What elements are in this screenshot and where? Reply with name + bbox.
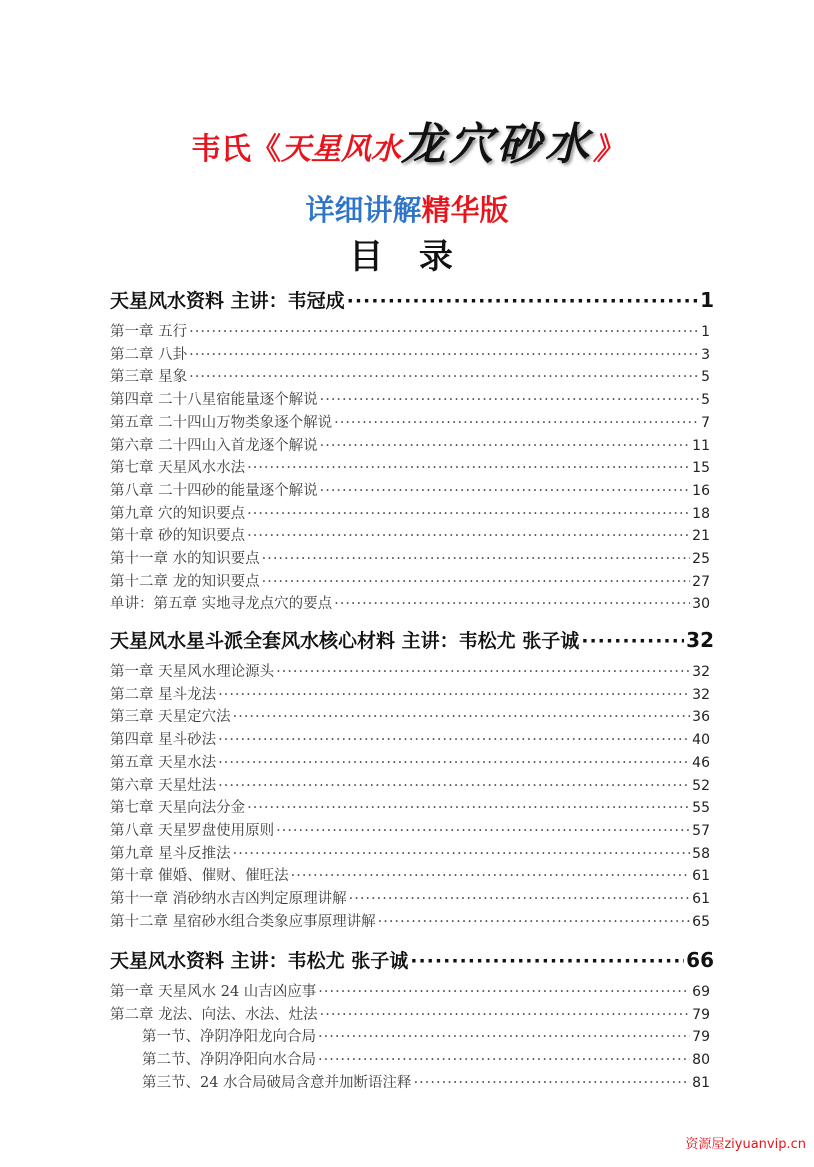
chapter-title: 第一章 天星风水理论源头 (110, 664, 275, 680)
chapter-page-number: 16 (692, 482, 710, 499)
chapter-title: 第五章 二十四山万物类象逐个解说 (110, 414, 333, 431)
toc-chapter-entry[interactable] (110, 1003, 710, 1024)
chapter-title: 第三章 星象 (110, 369, 188, 386)
section-page-number: 66 (686, 948, 714, 972)
chapter-title: 第一章 天星风水 24 山吉凶应事 (110, 984, 317, 1000)
toc-chapter-entry[interactable] (110, 774, 710, 795)
chapter-page-number: 58 (692, 845, 710, 862)
chapter-page-number: 15 (692, 460, 710, 477)
leader-dots (320, 438, 691, 454)
chapter-title: 第六章 二十四山入首龙逐个解说 (110, 437, 318, 454)
chapter-title: 第十一章 水的知识要点 (110, 551, 260, 567)
toc-chapter-entry[interactable] (110, 547, 710, 568)
chapter-page-number: 7 (701, 414, 710, 431)
toc-chapter-entry[interactable] (110, 683, 710, 704)
leader-dots (276, 664, 690, 680)
chapter-page-number: 52 (692, 777, 710, 794)
chapter-title: 第二章 八卦 (110, 346, 188, 363)
toc-chapter-entry[interactable] (110, 796, 710, 817)
toc-chapter-entry[interactable] (110, 864, 710, 885)
chapter-title: 第三节、24 水合局破局含意并加断语注释 (142, 1074, 412, 1091)
leader-dots (247, 460, 690, 476)
leader-dots (276, 823, 690, 839)
chapter-page-number: 5 (701, 369, 710, 386)
leader-dots (581, 630, 684, 652)
chapter-page-number: 32 (692, 686, 710, 703)
section-page-number: 1 (700, 288, 714, 312)
leader-dots (318, 984, 690, 1000)
section-heading[interactable] (110, 946, 714, 973)
chapter-page-number: 27 (692, 573, 710, 590)
chapter-page-number: 61 (692, 891, 710, 907)
chapter-page-number: 25 (692, 551, 710, 567)
chapter-title: 第四章 二十八星宿能量逐个解说 (110, 392, 318, 409)
toc-chapter-entry[interactable] (110, 887, 710, 908)
leader-dots (218, 732, 690, 748)
leader-dots (247, 528, 690, 544)
leader-dots (218, 755, 690, 771)
subtitle-blue: 详细讲解 (305, 193, 422, 227)
leader-dots (320, 483, 691, 499)
chapter-page-number: 79 (692, 1029, 710, 1046)
chapter-title: 第七章 天星向法分金 (110, 800, 246, 817)
chapter-title: 第十一章 消砂纳水吉凶判定原理讲解 (110, 891, 347, 907)
chapter-page-number: 65 (692, 913, 710, 930)
title-prefix: 韦氏《 (191, 132, 281, 167)
leader-dots (218, 687, 690, 703)
chapter-page-number: 32 (692, 664, 710, 680)
subtitle-red: 精华版 (421, 193, 509, 227)
leader-dots (247, 506, 690, 522)
chapter-page-number: 81 (692, 1074, 710, 1091)
toc-chapter-entry[interactable] (110, 751, 710, 772)
chapter-title: 第一节、净阴净阳龙向合局 (142, 1029, 316, 1046)
chapter-page-number: 61 (692, 868, 710, 885)
chapter-page-number: 18 (692, 505, 710, 522)
chapter-page-number: 30 (692, 596, 710, 613)
section-title: 天星风水资料 主讲：韦松尤 张子诚 (110, 950, 409, 972)
chapter-title: 第九章 穴的知识要点 (110, 505, 246, 522)
leader-dots (218, 778, 690, 794)
chapter-page-number: 46 (692, 754, 710, 771)
chapter-title: 单讲：第五章 实地寻龙点穴的要点 (110, 596, 333, 613)
chapter-page-number: 57 (692, 822, 710, 839)
leader-dots (320, 392, 699, 408)
leader-dots (320, 1007, 691, 1023)
chapter-title: 第十二章 龙的知识要点 (110, 573, 260, 590)
chapter-title: 第九章 星斗反推法 (110, 845, 231, 862)
chapter-page-number: 79 (692, 1006, 710, 1023)
leader-dots (410, 950, 684, 972)
toc-chapter-entry[interactable] (110, 570, 710, 591)
leader-dots (347, 290, 698, 312)
toc-chapter-entry[interactable] (110, 524, 710, 545)
toc-chapter-entry[interactable] (110, 479, 710, 500)
chapter-title: 第三章 天星定穴法 (110, 709, 231, 726)
leader-dots (318, 1052, 690, 1068)
chapter-title: 第十章 砂的知识要点 (110, 528, 246, 545)
section-heading[interactable] (110, 286, 714, 313)
toc-chapter-entry[interactable] (110, 388, 710, 409)
leader-dots (318, 1029, 690, 1045)
toc-chapter-entry[interactable] (110, 728, 710, 749)
section-title: 天星风水星斗派全套风水核心材料 主讲：韦松尤 张子诚 (110, 630, 580, 652)
section-title: 天星风水资料 主讲：韦冠成 (110, 290, 345, 312)
leader-dots (233, 709, 691, 725)
chapter-page-number: 21 (692, 528, 710, 545)
leader-dots (233, 846, 691, 862)
chapter-title: 第二章 龙法、向法、水法、灶法 (110, 1006, 318, 1023)
chapter-title: 第十二章 星宿砂水组合类象应事原理讲解 (110, 913, 376, 930)
chapter-page-number: 40 (692, 732, 710, 749)
chapter-page-number: 69 (692, 984, 710, 1000)
title-tianxing: 天星风水 (281, 132, 401, 167)
leader-dots (189, 369, 699, 385)
toc-chapter-entry[interactable] (110, 660, 710, 681)
leader-dots (349, 891, 691, 907)
toc-chapter-entry[interactable] (110, 980, 710, 1001)
chapter-page-number: 55 (692, 800, 710, 817)
chapter-title: 第二节、净阴净阳向水合局 (142, 1052, 316, 1069)
toc-chapter-entry[interactable] (110, 343, 710, 364)
chapter-page-number: 11 (692, 437, 710, 454)
title-suffix: 》 (593, 132, 623, 167)
chapter-title: 第八章 二十四砂的能量逐个解说 (110, 482, 318, 499)
chapter-title: 第四章 星斗砂法 (110, 732, 217, 749)
toc-chapter-entry[interactable] (110, 365, 710, 386)
toc-subsection-entry[interactable] (142, 1071, 710, 1092)
leader-dots (247, 800, 690, 816)
leader-dots (189, 324, 699, 340)
chapter-title: 第六章 天星灶法 (110, 777, 217, 794)
chapter-page-number: 80 (692, 1052, 710, 1069)
toc-chapter-entry[interactable] (110, 502, 710, 523)
toc-chapter-entry[interactable] (110, 819, 710, 840)
toc-chapter-entry[interactable] (110, 842, 710, 863)
leader-dots (291, 868, 691, 884)
toc-chapter-entry[interactable] (110, 592, 710, 613)
chapter-title: 第一章 五行 (110, 324, 188, 340)
chapter-title: 第二章 星斗龙法 (110, 686, 217, 703)
chapter-page-number: 1 (701, 324, 710, 340)
toc-chapter-entry[interactable] (110, 320, 710, 341)
chapter-page-number: 3 (701, 346, 710, 363)
toc-chapter-entry[interactable] (110, 434, 710, 455)
leader-dots (378, 914, 691, 930)
leader-dots (262, 574, 691, 590)
watermark: 资源屋ziyuanvip.cn (685, 1137, 806, 1152)
chapter-title: 第十章 催婚、催财、催旺法 (110, 868, 289, 885)
chapter-title: 第七章 天星风水水法 (110, 460, 246, 477)
chapter-page-number: 5 (701, 392, 710, 409)
toc-chapter-entry[interactable] (110, 411, 710, 432)
leader-dots (414, 1075, 691, 1091)
leader-dots (334, 415, 699, 431)
chapter-title: 第五章 天星水法 (110, 754, 217, 771)
title-main: 龙穴砂水 (401, 119, 593, 170)
toc-chapter-entry[interactable] (110, 705, 710, 726)
toc-subsection-entry[interactable] (142, 1025, 710, 1046)
toc-subsection-entry[interactable] (142, 1048, 710, 1069)
toc-chapter-entry[interactable] (110, 910, 710, 931)
leader-dots (189, 347, 699, 363)
chapter-page-number: 36 (692, 709, 710, 726)
leader-dots (334, 596, 690, 612)
toc-chapter-entry[interactable] (110, 456, 710, 477)
toc-heading: 目 录 (349, 237, 465, 277)
leader-dots (262, 551, 691, 567)
section-page-number: 32 (686, 628, 714, 652)
chapter-title: 第八章 天星罗盘使用原则 (110, 822, 275, 839)
section-heading[interactable] (110, 626, 714, 653)
